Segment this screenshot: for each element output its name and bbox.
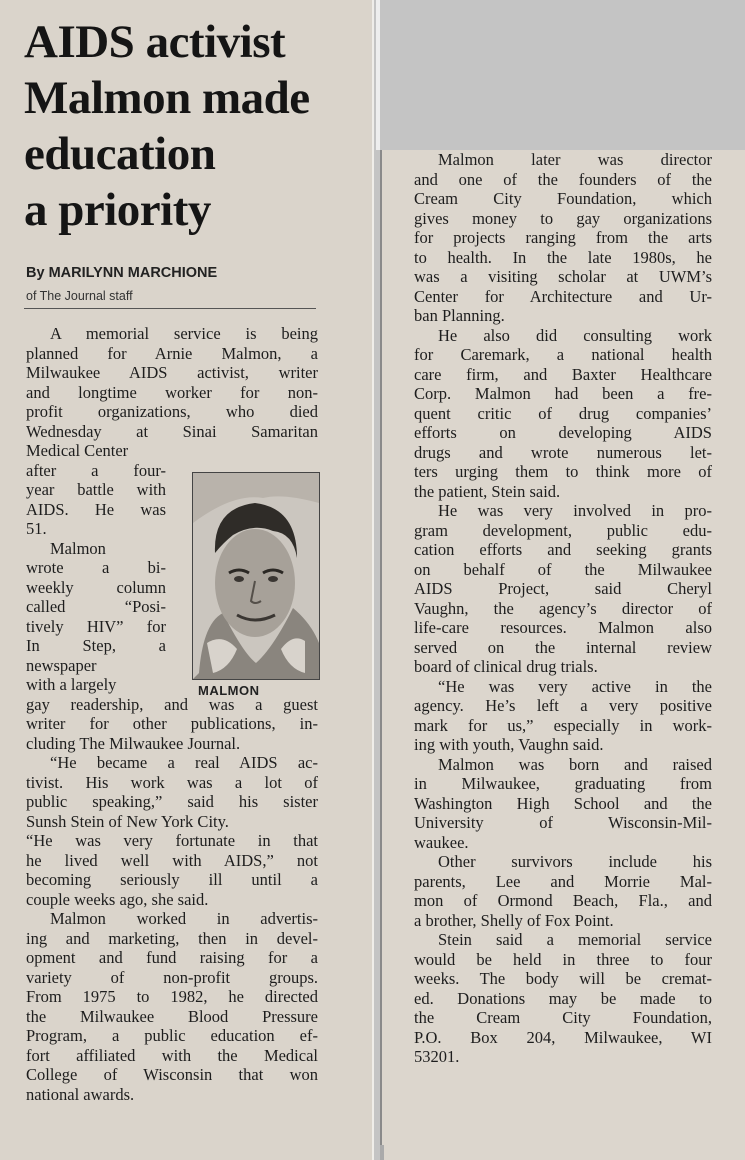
- body-text-line: gay readership, and was a guest: [26, 694, 318, 714]
- body-text-line: variety of non-profit groups.: [26, 967, 318, 987]
- body-text-line: gives money to gay organizations: [414, 208, 712, 228]
- body-text-line: fort affiliated with the Medical: [26, 1045, 318, 1065]
- body-text-line: Stein said a memorial service: [438, 930, 712, 949]
- body-text-line: was a visiting scholar at UWM’s: [414, 267, 712, 286]
- body-text-line: for Caremark, a national health: [414, 345, 712, 364]
- fold-edge: [372, 0, 374, 1160]
- body-text-line: ed. Donations may be made to: [414, 988, 712, 1008]
- page-crease: [376, 0, 380, 150]
- body-text-line: Malmon worked in advertis-: [50, 909, 318, 928]
- body-text-line: 51.: [26, 519, 47, 538]
- left-column: [26, 324, 318, 1104]
- body-text-line: From 1975 to 1982, he directed: [26, 987, 318, 1006]
- headline: [24, 14, 364, 238]
- body-text-line: waukee.: [414, 832, 469, 852]
- body-text-line: called “Posi-: [26, 597, 166, 616]
- body-text-line: the Milwaukee Blood Pressure: [26, 1006, 318, 1026]
- body-text-line: Cream City Foundation, which: [414, 189, 712, 208]
- body-text-line: in Milwaukee, graduating from: [414, 774, 712, 793]
- body-text-line: Program, a public education ef-: [26, 1026, 318, 1045]
- body-text-line: for projects ranging from the arts: [414, 228, 712, 247]
- body-text-line: Center for Architecture and Ur-: [414, 286, 712, 306]
- body-text-line: newspaper: [26, 655, 97, 675]
- body-text-line: Vaughn, the agency’s director of: [414, 598, 712, 618]
- body-text-line: Malmon later was director: [438, 150, 712, 169]
- body-text-line: Medical Center: [26, 441, 129, 460]
- body-text-line: A memorial service is being: [50, 324, 318, 343]
- body-text-line: College of Wisconsin that won: [26, 1065, 318, 1084]
- body-text-line: and longtime worker for non-: [26, 382, 318, 402]
- body-text-line: public speaking,” said his sister: [26, 792, 318, 811]
- body-text-line: cation efforts and seeking grants: [414, 540, 712, 559]
- body-text-line: planned for Arnie Malmon, a: [26, 343, 318, 363]
- body-text-line: 53201.: [414, 1047, 460, 1066]
- portrait-image: [193, 473, 319, 679]
- body-text-line: Sunsh Stein of New York City.: [26, 811, 229, 831]
- body-text-line: AIDS Project, said Cheryl: [414, 579, 712, 598]
- body-text-line: and one of the founders of the: [414, 169, 712, 189]
- byline: By MARILYNN MARCHIONE: [26, 265, 218, 281]
- body-text-line: ban Planning.: [414, 306, 505, 325]
- headline-line: Malmon made: [24, 72, 310, 124]
- body-text-line: served on the internal review: [414, 637, 712, 657]
- body-text-line: He also did consulting work: [438, 325, 712, 345]
- body-text-line: a brother, Shelly of Fox Point.: [414, 910, 614, 930]
- body-text-line: ing with youth, Vaughn said.: [414, 735, 604, 754]
- body-text-line: the Cream City Foundation,: [414, 1008, 712, 1027]
- body-text-line: the patient, Stein said.: [414, 481, 561, 501]
- body-text-line: tively HIV” for: [26, 616, 166, 636]
- malmon-portrait-photo: [192, 472, 320, 680]
- body-text-line: weeks. The body will be cremat-: [414, 969, 712, 988]
- body-text-line: He was very involved in pro-: [438, 501, 712, 520]
- headline-line: education: [24, 128, 216, 180]
- body-text-line: drugs and wrote numerous let-: [414, 442, 712, 462]
- body-text-line: life-care resources. Malmon also: [414, 618, 712, 637]
- body-text-line: tivist. His work was a lot of: [26, 772, 318, 792]
- bottom-shadow: [380, 1145, 384, 1160]
- body-text-line: mark for us,” especially in work-: [414, 715, 712, 735]
- body-text-line: agency. He’s left a very positive: [414, 696, 712, 715]
- body-text-line: national awards.: [26, 1084, 135, 1104]
- body-text-line: “He was very active in the: [438, 676, 712, 696]
- body-text-line: “He became a real AIDS ac-: [50, 753, 318, 772]
- right-clipping: [380, 150, 745, 1160]
- body-text-line: Other survivors include his: [438, 852, 712, 871]
- body-text-line: after a four-: [26, 460, 166, 480]
- body-text-line: on behalf of the Milwaukee: [414, 559, 712, 579]
- body-text-line: care firm, and Baxter Healthcare: [414, 364, 712, 384]
- body-text-line: parents, Lee and Morrie Mal-: [414, 871, 712, 891]
- body-text-line: efforts on developing AIDS: [414, 423, 712, 442]
- body-text-line: opment and fund raising for a: [26, 948, 318, 967]
- body-text-line: Corp. Malmon had been a fre-: [414, 384, 712, 403]
- headline-line: a priority: [24, 184, 211, 236]
- body-text-line: with a largely: [26, 675, 117, 694]
- body-text-line: Wednesday at Sinai Samaritan: [26, 421, 318, 441]
- body-text-line: would be held in three to four: [414, 949, 712, 969]
- body-text-line: couple weeks ago, she said.: [26, 889, 209, 909]
- headline-line: AIDS activist: [24, 16, 286, 68]
- staff-credit: of The Journal staff: [26, 289, 133, 303]
- body-text-line: weekly column: [26, 577, 166, 597]
- body-text-line: quent critic of drug companies’: [414, 403, 712, 423]
- photo-caption: MALMON: [198, 683, 260, 698]
- body-text-line: “He was very fortunate in that: [26, 831, 318, 850]
- body-text-line: board of clinical drug trials.: [414, 657, 598, 676]
- body-text-line: Malmon: [50, 538, 106, 558]
- body-text-line: wrote a bi-: [26, 558, 166, 577]
- body-text-line: P.O. Box 204, Milwaukee, WI: [414, 1027, 712, 1047]
- right-column: [414, 150, 712, 1067]
- body-text-line: In Step, a: [26, 636, 166, 655]
- body-text-line: mon of Ormond Beach, Fla., and: [414, 891, 712, 910]
- body-text-line: writer for other publications, in-: [26, 714, 318, 733]
- body-text-line: to health. In the late 1980s, he: [414, 247, 712, 267]
- body-text-line: becoming seriously ill until a: [26, 870, 318, 889]
- body-text-line: profit organizations, who died: [26, 402, 318, 421]
- body-text-line: ing and marketing, then in devel-: [26, 928, 318, 948]
- body-text-line: Milwaukee AIDS activist, writer: [26, 363, 318, 382]
- byline-rule: [24, 308, 316, 309]
- body-text-line: Malmon was born and raised: [438, 754, 712, 774]
- body-text-line: cluding The Milwaukee Journal.: [26, 733, 241, 753]
- body-text-line: University of Wisconsin-Mil-: [414, 813, 712, 832]
- body-text-line: year battle with: [26, 480, 166, 499]
- body-text-line: Washington High School and the: [414, 793, 712, 813]
- body-text-line: ters urging them to think more of: [414, 462, 712, 481]
- body-text-line: gram development, public edu-: [414, 520, 712, 540]
- body-text-line: AIDS. He was: [26, 499, 166, 519]
- body-text-line: he lived well with AIDS,” not: [26, 850, 318, 870]
